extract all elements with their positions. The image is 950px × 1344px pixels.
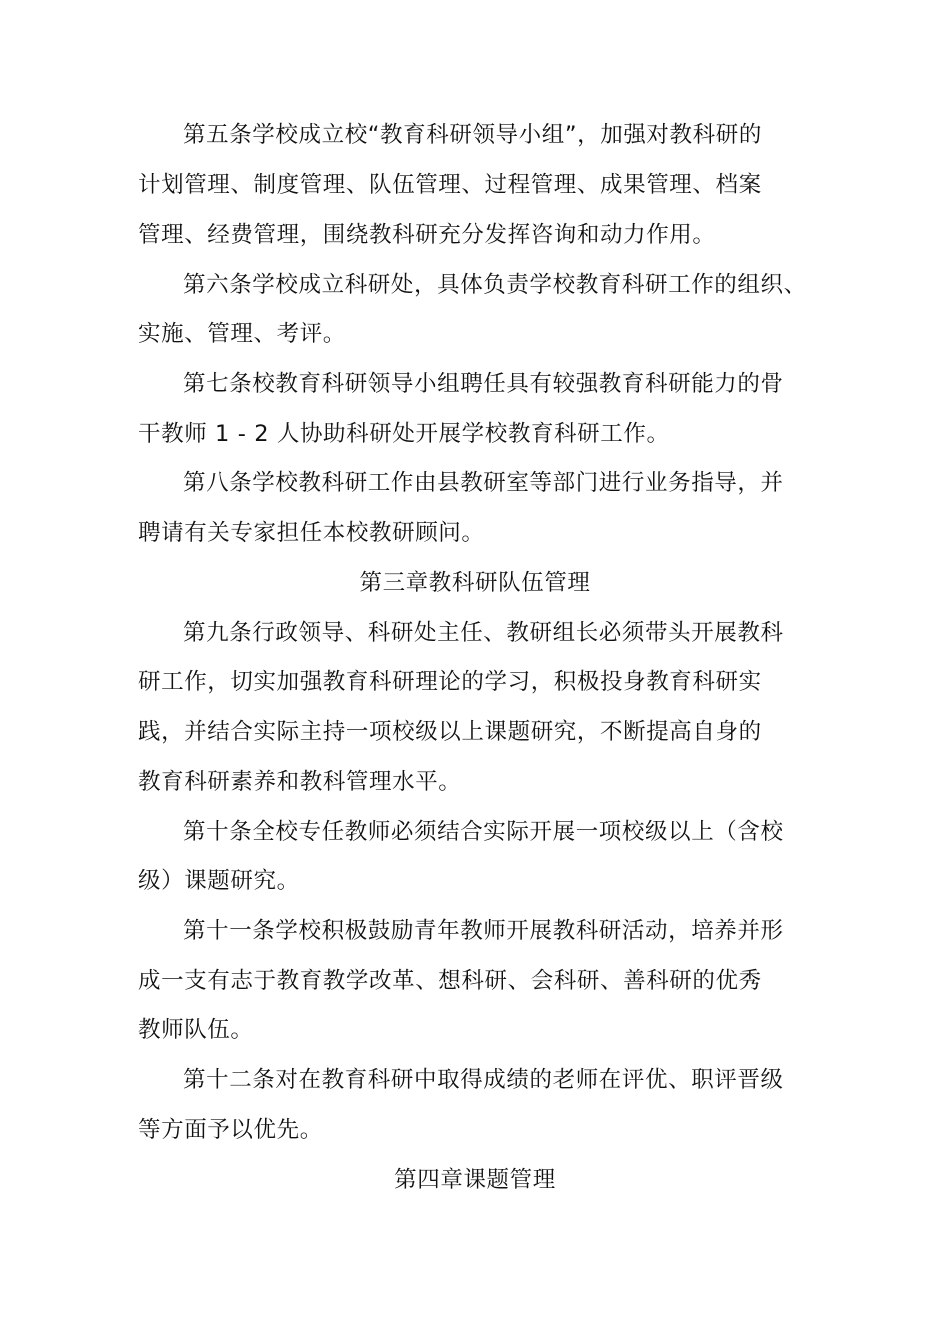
article-7-line-1: 第七条校教育科研领导小组聘任具有较强教育科研能力的骨 — [183, 371, 784, 397]
article-9-line-2: 研工作，切实加强教育科研理论的学习，积极投身教育科研实 — [138, 669, 762, 695]
article-9-line-1: 第九条行政领导、科研处主任、教研组长必须带头开展教科 — [183, 620, 784, 646]
article-9-line-4: 教育科研素养和教科管理水平。 — [138, 769, 462, 795]
article-5-line-3: 管理、经费管理，围绕教科研充分发挥咨询和动力作用。 — [138, 222, 716, 248]
article-8-line-2: 聘请有关专家担任本校教研顾问。 — [138, 520, 485, 546]
article-12-line-2: 等方面予以优先。 — [138, 1117, 323, 1143]
chapter-3-heading: 第三章教科研队伍管理 — [359, 570, 591, 596]
chapter-4-heading: 第四章课题管理 — [394, 1167, 556, 1193]
article-8-line-1: 第八条学校教科研工作由县教研室等部门进行业务指导，并 — [183, 470, 784, 496]
article-5-line-2: 计划管理、制度管理、队伍管理、过程管理、成果管理、档案 — [138, 172, 762, 198]
article-10-line-2: 级）课题研究。 — [138, 868, 300, 894]
article-5-line-1: 第五条学校成立校“教育科研领导小组”，加强对教科研的 — [183, 122, 762, 148]
article-6-line-1: 第六条学校成立科研处，具体负责学校教育科研工作的组织、 — [183, 272, 807, 298]
article-12-line-1: 第十二条对在教育科研中取得成绩的老师在评优、职评晋级 — [183, 1067, 784, 1093]
article-9-line-3: 践，并结合实际主持一项校级以上课题研究，不断提高自身的 — [138, 719, 762, 745]
article-6-line-2: 实施、管理、考评。 — [138, 321, 346, 347]
article-11-line-2: 成一支有志于教育教学改革、想科研、会科研、善科研的优秀 — [138, 968, 762, 994]
article-11-line-1: 第十一条学校积极鼓励青年教师开展教科研活动，培养并形 — [183, 918, 784, 944]
article-10-line-1: 第十条全校专任教师必须结合实际开展一项校级以上（含校 — [183, 819, 784, 845]
article-11-line-3: 教师队伍。 — [138, 1017, 254, 1043]
article-7-line-2: 干教师 1 - 2 人协助科研处开展学校教育科研工作。 — [138, 421, 670, 447]
